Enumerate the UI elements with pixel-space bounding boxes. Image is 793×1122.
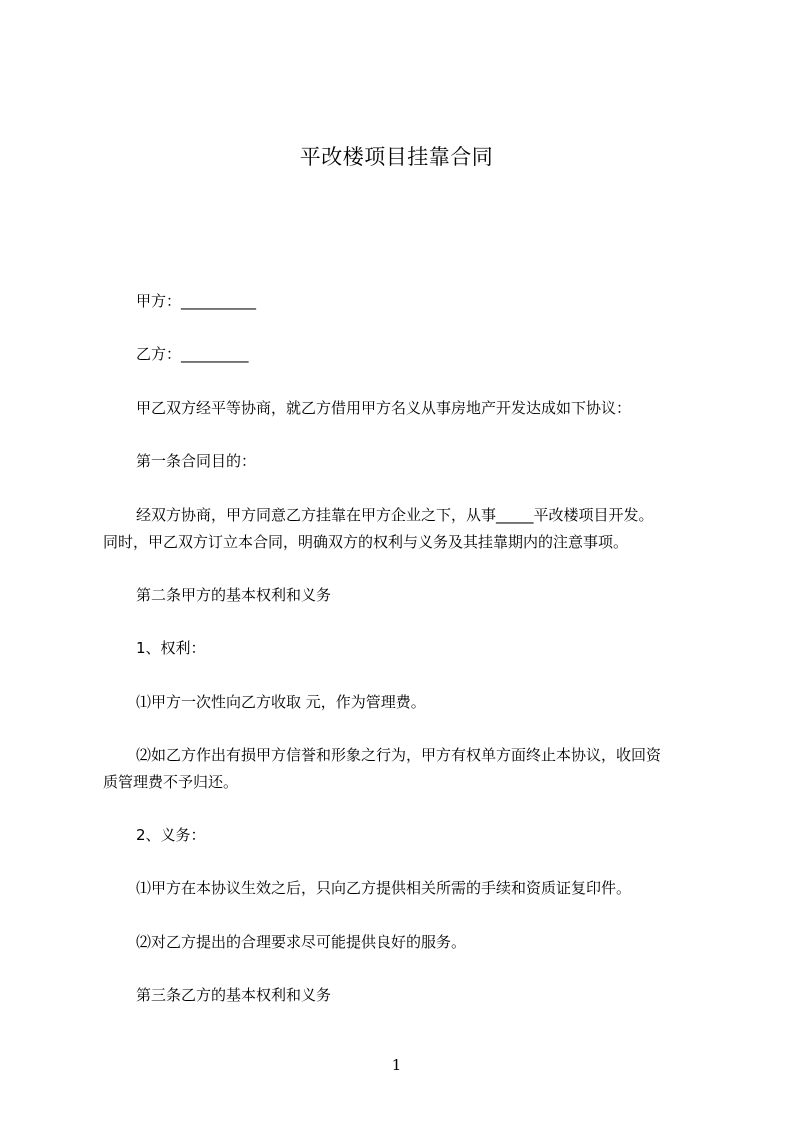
article-one-heading: 第一条合同目的： xyxy=(136,452,257,470)
article-one-text-line-1: 经双方协商，甲方同意乙方挂靠在甲方企业之下，从事_____平改楼项目开发。 xyxy=(136,506,654,524)
document-title: 平改楼项目挂靠合同 xyxy=(299,145,494,169)
agreement-intro: 甲乙双方经平等协商，就乙方借用甲方名义从事房地产开发达成如下协议： xyxy=(136,399,632,417)
party-a-line: 甲方：__________ xyxy=(136,292,257,310)
article-three-heading: 第三条乙方的基本权利和义务 xyxy=(136,986,332,1004)
rights-item-1: ⑴甲方一次性向乙方收取 元，作为管理费。 xyxy=(136,693,426,711)
page-number: 1 xyxy=(391,1056,402,1074)
rights-item-2-line-1: ⑵如乙方作出有损甲方信誉和形象之行为，甲方有权单方面终止本协议，收回资 xyxy=(136,746,662,764)
party-b-line: 乙方：_________ xyxy=(136,345,249,363)
rights-item-2-line-2: 质管理费不予归还。 xyxy=(103,773,239,791)
obligations-item-2: ⑵对乙方提出的合理要求尽可能提供良好的服务。 xyxy=(136,933,467,951)
obligations-item-1: ⑴甲方在本协议生效之后，只向乙方提供相关所需的手续和资质证复印件。 xyxy=(136,879,632,897)
article-two-heading: 第二条甲方的基本权利和义务 xyxy=(136,586,332,604)
rights-heading: 1、权利： xyxy=(136,639,206,657)
article-one-text-line-2: 同时，甲乙双方订立本合同，明确双方的权利与义务及其挂靠期内的注意事项。 xyxy=(103,533,629,551)
obligations-heading: 2、义务： xyxy=(136,826,206,844)
